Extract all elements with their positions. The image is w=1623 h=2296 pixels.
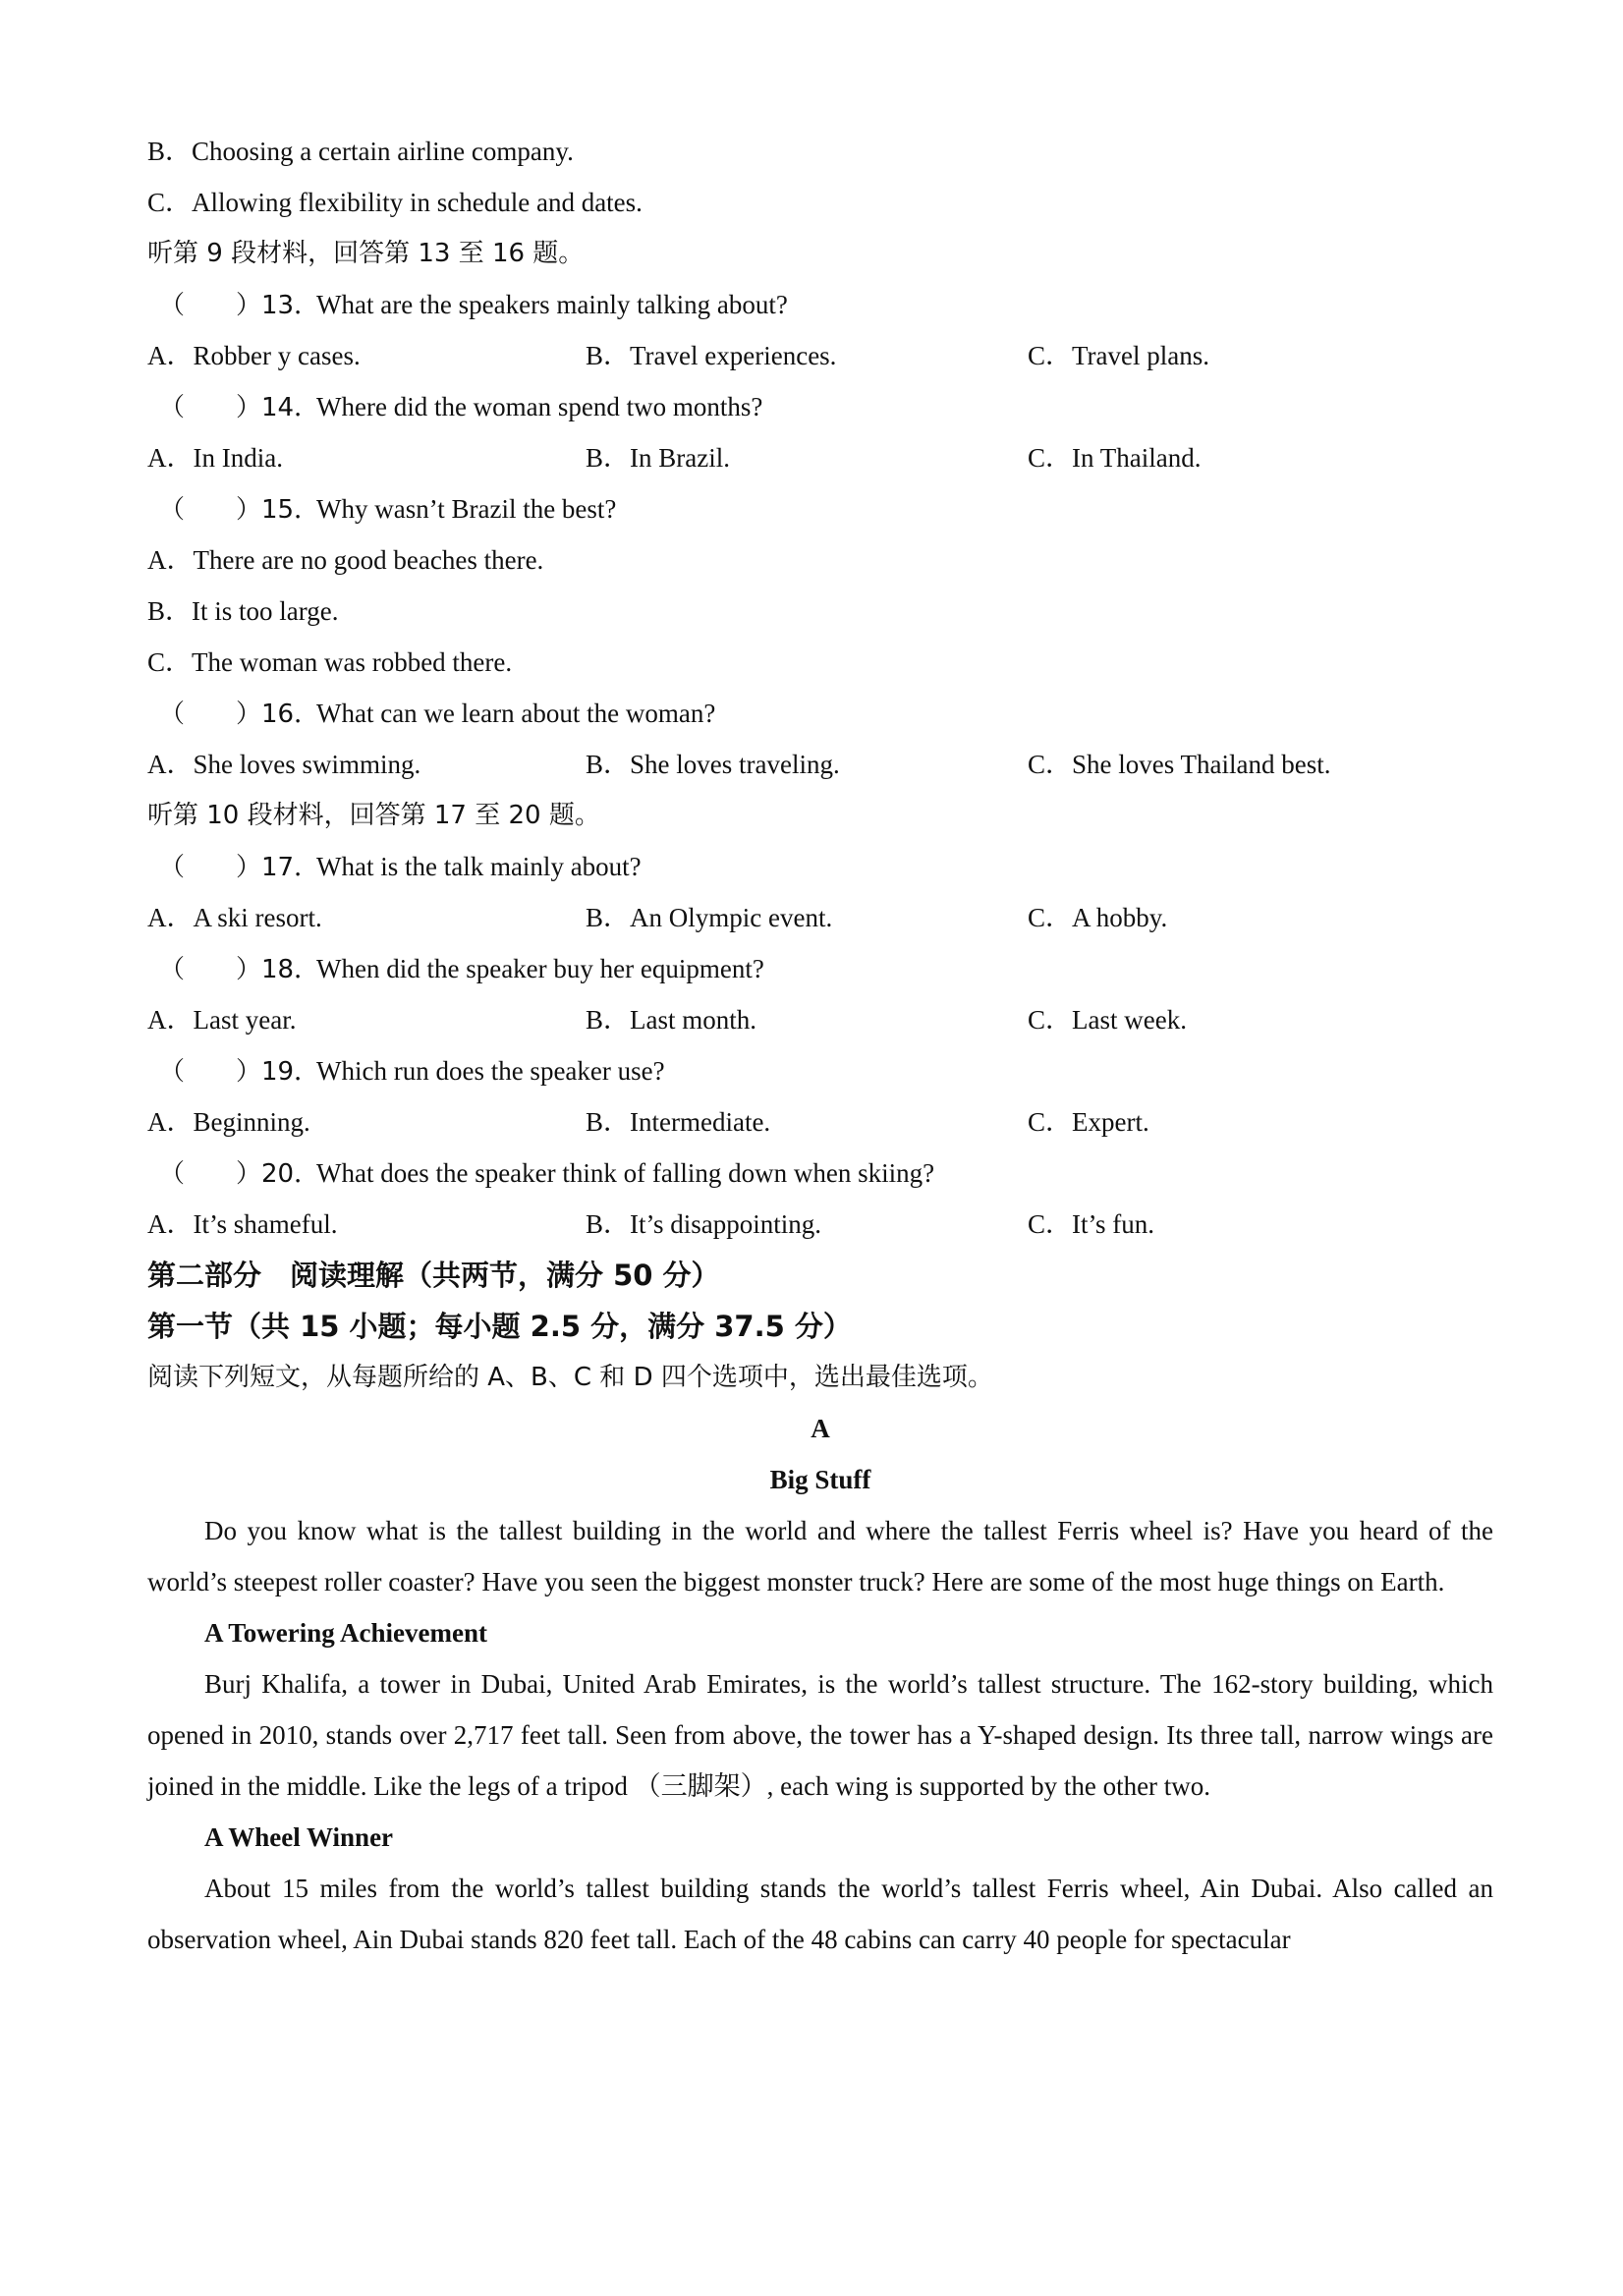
option-a: A．There are no good beaches there.	[147, 545, 544, 575]
option-b: B．It is too large.	[147, 596, 339, 626]
section-instruction: 听第 9 段材料，回答第 13 至 16 题。	[147, 239, 585, 268]
option-b: B．Last month.	[586, 1005, 756, 1035]
reading-instructions: 阅读下列短文，从每题所给的 A、B、C 和 D 四个选项中，选出最佳选项。	[147, 1363, 993, 1392]
options-13	[147, 330, 1493, 381]
question-text: What is the talk mainly about?	[316, 852, 642, 881]
question-20	[147, 1148, 1493, 1199]
option-a: A．A ski resort.	[147, 903, 322, 932]
answer-blank: （ ）14．	[159, 393, 320, 422]
answer-blank: （ ）18．	[159, 955, 320, 984]
option-b: B．In Brazil.	[586, 443, 730, 473]
options-17	[147, 892, 1493, 943]
passage-paragraph: About 15 miles from the world’s tallest building stands the world’s tallest Ferris wheel, Ain Dubai. Also called an observation wheel, Ain Dubai stands 820 feet tall. Each of the 48 cabins can carry 40 people for spectacular	[147, 1874, 1493, 1954]
option-line: C．Allowing flexibility in schedule and dates.	[147, 188, 643, 217]
answer-blank: （ ）20．	[159, 1159, 320, 1189]
question-text: What can we learn about the woman?	[316, 699, 716, 728]
question-14	[147, 381, 1493, 432]
question-text: Which run does the speaker use?	[316, 1056, 665, 1086]
option-c: C．The woman was robbed there.	[147, 647, 513, 677]
options-14	[147, 432, 1493, 483]
option-c: C．Last week.	[1028, 1005, 1187, 1035]
option-a: A．Last year.	[147, 1005, 297, 1035]
passage-title: Big Stuff	[769, 1465, 871, 1494]
passage-paragraph: Do you know what is the tallest building in the world and where the tallest Ferris wheel is? Have you heard of the world’s steepest roller coaster? Have you seen the biggest monster truck? Here are some of the most huge things on Earth.	[147, 1516, 1493, 1596]
exam-page	[147, 126, 1493, 1965]
option-c: C．Expert.	[1028, 1107, 1149, 1137]
option-c: C．In Thailand.	[1028, 443, 1202, 473]
option-c: C．She loves Thailand best.	[1028, 750, 1331, 779]
option-c: C．It’s fun.	[1028, 1209, 1155, 1239]
part-heading: 第二部分 阅读理解（共两节，满分 50 分）	[147, 1259, 720, 1292]
option-a: A．Beginning.	[147, 1107, 310, 1137]
passage-subheading: A Towering Achievement	[204, 1618, 487, 1648]
answer-blank: （ ）15．	[159, 495, 320, 525]
option-a: A．It’s shameful.	[147, 1209, 338, 1239]
answer-blank: （ ）17．	[159, 853, 320, 882]
option-a: A．Robber y cases.	[147, 341, 361, 370]
option-b: B．Intermediate.	[586, 1107, 771, 1137]
answer-blank: （ ）13．	[159, 291, 320, 320]
question-text: What are the speakers mainly talking about?	[316, 290, 788, 319]
option-c: C．A hobby.	[1028, 903, 1168, 932]
options-20	[147, 1199, 1493, 1250]
options-18	[147, 994, 1493, 1045]
question-text: When did the speaker buy her equipment?	[316, 954, 764, 983]
passage-letter: A	[811, 1414, 830, 1443]
question-16	[147, 688, 1493, 739]
question-text: Where did the woman spend two months?	[316, 392, 763, 421]
question-text: Why wasn’t Brazil the best?	[316, 494, 617, 524]
option-c: C．Travel plans.	[1028, 341, 1210, 370]
question-15	[147, 483, 1493, 534]
section-instruction: 听第 10 段材料，回答第 17 至 20 题。	[147, 801, 600, 830]
option-b: B．Travel experiences.	[586, 341, 837, 370]
question-text: What does the speaker think of falling down when skiing?	[316, 1158, 935, 1188]
section-heading: 第一节（共 15 小题；每小题 2.5 分，满分 37.5 分）	[147, 1310, 852, 1343]
passage-subheading: A Wheel Winner	[204, 1822, 394, 1852]
question-18	[147, 943, 1493, 994]
answer-blank: （ ）19．	[159, 1057, 320, 1087]
answer-blank: （ ）16．	[159, 700, 320, 729]
question-19	[147, 1045, 1493, 1096]
option-b: B．She loves traveling.	[586, 750, 840, 779]
options-19	[147, 1096, 1493, 1148]
option-b: B．It’s disappointing.	[586, 1209, 822, 1239]
option-line: B．Choosing a certain airline company.	[147, 137, 574, 166]
passage-paragraph: Burj Khalifa, a tower in Dubai, United Arab Emirates, is the world’s tallest structure. The 162-story building, which opened in 2010, stands over 2,717 feet tall. Seen from above, the tower has a Y-shaped design. Its three tall, narrow wings are joined in the middle. Like the legs of a tripod （三脚架）, each wing is supported by the other two.	[147, 1669, 1493, 1801]
option-b: B．An Olympic event.	[586, 903, 833, 932]
question-13	[147, 279, 1493, 330]
options-16	[147, 739, 1493, 790]
question-17	[147, 841, 1493, 892]
option-a: A．In India.	[147, 443, 283, 473]
option-a: A．She loves swimming.	[147, 750, 421, 779]
